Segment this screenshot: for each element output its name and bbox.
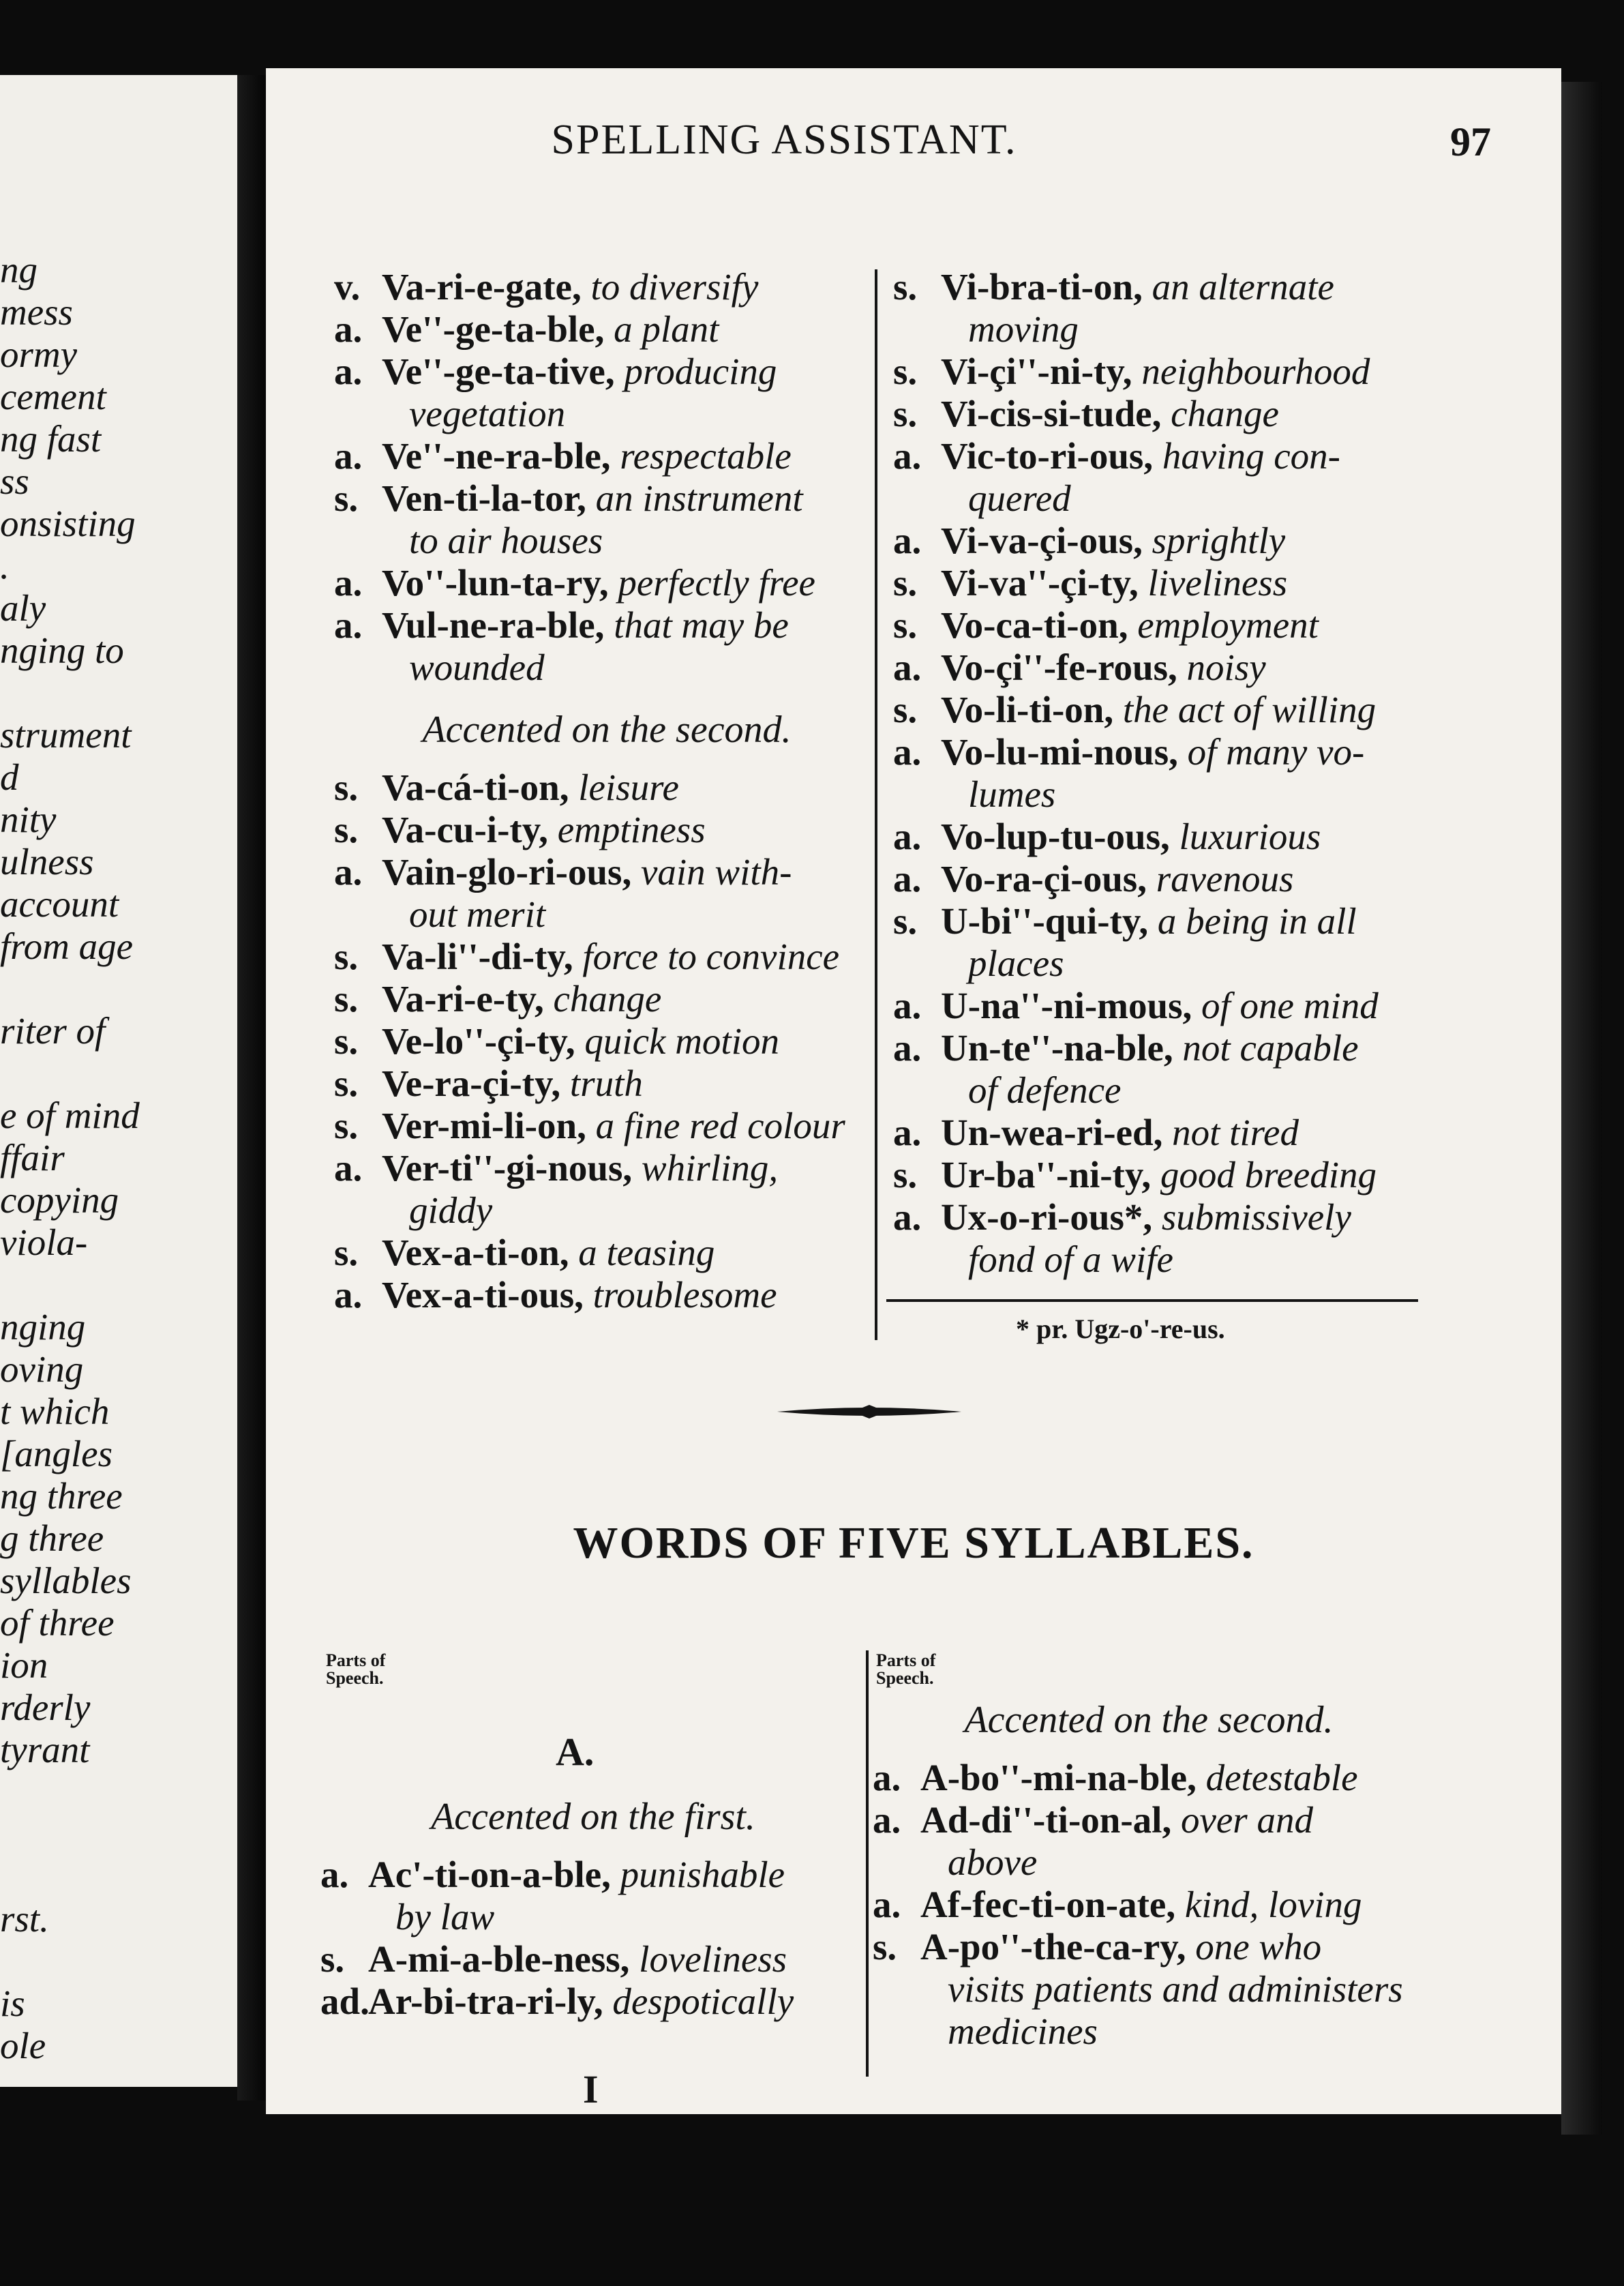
headword: Un-te''-na-ble,: [941, 1027, 1173, 1069]
left-page-line: ng three: [0, 1475, 123, 1517]
headword: Va-li''-di-ty,: [382, 936, 573, 977]
headword: A-bo''-mi-na-ble,: [920, 1757, 1197, 1798]
definition: detestable: [1205, 1757, 1358, 1798]
headword: Vo-lu-mi-nous,: [941, 731, 1178, 773]
dictionary-entry: [893, 731, 1432, 816]
left-page-line: is: [0, 1983, 25, 2024]
part-of-speech: s.: [320, 1938, 345, 1980]
parts-of-speech-label: Parts of Speech.: [876, 1650, 936, 1688]
headword: Vi-cis-si-tude,: [941, 393, 1162, 434]
dictionary-entry: [893, 900, 1432, 985]
left-page-line: ss: [0, 460, 29, 502]
subheading-accented-second: Accented on the second.: [422, 709, 792, 751]
left-page-line: g three: [0, 1517, 104, 1559]
left-page-line: .: [0, 545, 10, 587]
definition-continuation: fond of a wife: [968, 1238, 1173, 1280]
headword: Vi-bra-ti-on,: [941, 266, 1143, 308]
column-right-lower: [873, 1698, 1425, 2053]
headword: U-bi''-qui-ty,: [941, 900, 1149, 942]
left-page-line: cement: [0, 376, 106, 417]
signature-mark: I: [583, 2067, 599, 2111]
definition: vain with-: [640, 851, 792, 893]
part-of-speech: ad.: [320, 1980, 370, 2022]
part-of-speech: s.: [893, 1154, 918, 1196]
part-of-speech: s.: [334, 978, 359, 1020]
page-edge-shadow: [1561, 82, 1602, 2135]
definition-continuation: vegetation: [409, 393, 566, 434]
definition: troublesome: [592, 1274, 777, 1316]
left-page-line: from age: [0, 925, 134, 967]
dictionary-entry: [893, 520, 1432, 562]
left-page-line: ng: [0, 249, 37, 291]
dictionary-entry: [334, 351, 879, 435]
dictionary-entry: [873, 1799, 1425, 1884]
dictionary-entry: [334, 604, 879, 689]
dictionary-entry: [893, 393, 1432, 435]
book-gutter: [237, 75, 266, 2101]
dictionary-entry: [893, 351, 1432, 393]
dictionary-entry: [334, 936, 879, 978]
headword: Vi-çi''-ni-ty,: [941, 351, 1132, 392]
headword: A-po''-the-ca-ry,: [920, 1926, 1186, 1968]
headword: Ve''-ge-ta-ble,: [382, 308, 605, 350]
left-page-line: ng fast: [0, 418, 102, 460]
part-of-speech: s.: [873, 1926, 897, 1968]
left-page-line: rderly: [0, 1687, 91, 1728]
part-of-speech: s.: [334, 1063, 359, 1104]
entry-list-second: [334, 767, 879, 1316]
left-page-line: oving: [0, 1348, 84, 1390]
part-of-speech: a.: [893, 1112, 922, 1153]
headword: Vo-lup-tu-ous,: [941, 816, 1170, 857]
part-of-speech: a.: [873, 1884, 901, 1925]
part-of-speech: a.: [893, 435, 922, 477]
part-of-speech: a.: [893, 1027, 922, 1069]
part-of-speech: a.: [334, 562, 363, 604]
left-page-line: viola-: [0, 1221, 88, 1263]
part-of-speech: s.: [334, 1105, 359, 1146]
definition: the act of willing: [1122, 689, 1377, 730]
column-divider-upper: [875, 269, 877, 1340]
left-page-line: ulness: [0, 841, 94, 882]
dictionary-entry: [334, 266, 879, 308]
subheading-accented-second: Accented on the second.: [964, 1699, 1334, 1741]
left-page-line: strument: [0, 714, 132, 756]
headword: Ux-o-ri-ous*,: [941, 1196, 1153, 1238]
part-of-speech: a.: [893, 731, 922, 773]
definition-continuation: by law: [395, 1896, 495, 1938]
definition: one who: [1195, 1926, 1322, 1968]
definition: liveliness: [1147, 562, 1288, 604]
dictionary-entry: [320, 1980, 866, 2023]
definition: good breeding: [1160, 1154, 1377, 1196]
left-page-line: rst.: [0, 1898, 49, 1940]
definition-continuation: above: [948, 1841, 1038, 1883]
headword: Ver-mi-li-on,: [382, 1105, 586, 1146]
dictionary-entry: [334, 1147, 879, 1232]
footnote-rule: [886, 1299, 1418, 1302]
definition: that may be: [614, 604, 789, 646]
dictionary-entry: [873, 1884, 1425, 1926]
part-of-speech: s.: [893, 900, 918, 942]
definition: of one mind: [1201, 985, 1379, 1026]
left-page-line: nity: [0, 799, 57, 840]
headword: Ad-di''-ti-on-al,: [920, 1799, 1172, 1841]
definition: loveliness: [639, 1938, 787, 1980]
left-page-line: [angles: [0, 1433, 112, 1474]
part-of-speech: a.: [334, 1147, 363, 1189]
headword: U-na''-ni-mous,: [941, 985, 1192, 1026]
dictionary-entry: [893, 266, 1432, 351]
definition: to diversify: [590, 266, 759, 308]
part-of-speech: a.: [893, 520, 922, 561]
part-of-speech: s.: [334, 936, 359, 977]
dictionary-entry: [893, 858, 1432, 900]
dictionary-entry: [334, 562, 879, 604]
dictionary-entry: [334, 477, 879, 562]
part-of-speech: a.: [893, 985, 922, 1026]
definition-continuation: to air houses: [409, 520, 603, 561]
headword: Vo-ra-çi-ous,: [941, 858, 1147, 900]
definition: leisure: [578, 767, 679, 808]
definition: submissively: [1161, 1196, 1351, 1238]
parts-of-speech-label: Parts of Speech.: [326, 1650, 386, 1688]
part-of-speech: a.: [334, 308, 363, 350]
headword: Vic-to-ri-ous,: [941, 435, 1154, 477]
definition: a plant: [614, 308, 719, 350]
column-right-upper: [893, 266, 1432, 1281]
definition: truth: [569, 1063, 643, 1104]
part-of-speech: a.: [334, 435, 363, 477]
definition-continuation: visits patients and administers medicines: [948, 1968, 1403, 2052]
left-page-line: t which: [0, 1391, 110, 1432]
dictionary-entry: [334, 308, 879, 351]
dictionary-entry: [334, 1105, 879, 1147]
running-header: SPELLING ASSISTANT.: [551, 117, 1017, 163]
part-of-speech: a.: [893, 647, 922, 688]
headword: Vo-ca-ti-on,: [941, 604, 1128, 646]
definition: sprightly: [1152, 520, 1286, 561]
dictionary-entry: [320, 1938, 866, 1980]
definition-continuation: lumes: [968, 773, 1056, 815]
headword: Af-fec-ti-on-ate,: [920, 1884, 1176, 1925]
part-of-speech: a.: [893, 858, 922, 900]
definition-continuation: of defence: [968, 1069, 1122, 1111]
part-of-speech: s.: [893, 393, 918, 434]
headword: Vo''-lun-ta-ry,: [382, 562, 609, 604]
headword: Vo-çi''-fe-rous,: [941, 647, 1177, 688]
part-of-speech: s.: [893, 266, 918, 308]
headword: Va-ri-e-ty,: [382, 978, 544, 1020]
entry-list-right: [893, 266, 1432, 1281]
definition: employment: [1137, 604, 1319, 646]
definition: neighbourhood: [1141, 351, 1370, 392]
dictionary-entry: [334, 1063, 879, 1105]
left-page-line: tyrant: [0, 1729, 90, 1770]
left-page-line: account: [0, 883, 119, 925]
dictionary-entry: [334, 435, 879, 477]
headword: A-mi-a-ble-ness,: [368, 1938, 630, 1980]
headword: Ar-bi-tra-ri-ly,: [368, 1980, 603, 2022]
left-page-line: ormy: [0, 333, 78, 375]
left-page-line: mess: [0, 291, 73, 333]
definition-continuation: out merit: [409, 893, 546, 935]
column-left-lower: [320, 1795, 866, 2023]
definition: force to convince: [582, 936, 840, 977]
part-of-speech: a.: [320, 1854, 349, 1895]
headword: Va-cá-ti-on,: [382, 767, 569, 808]
definition: producing: [624, 351, 777, 392]
headword: Ve''-ne-ra-ble,: [382, 435, 611, 477]
headword: Vain-glo-ri-ous,: [382, 851, 632, 893]
dictionary-entry: [893, 1154, 1432, 1196]
definition: despotically: [612, 1980, 794, 2022]
definition: perfectly free: [618, 562, 815, 604]
left-page-line: nging to: [0, 629, 124, 671]
left-page-line: of three: [0, 1602, 115, 1644]
left-page-line: ole: [0, 2025, 46, 2066]
left-page-line: d: [0, 756, 19, 798]
headword: Ven-ti-la-tor,: [382, 477, 586, 519]
headword: Vi-va-çi-ous,: [941, 520, 1143, 561]
left-page-line: onsisting: [0, 503, 136, 544]
headword: Ver-ti''-gi-nous,: [382, 1147, 633, 1189]
definition-continuation: places: [968, 942, 1064, 984]
headword: Va-ri-e-gate,: [382, 266, 582, 308]
definition-continuation: quered: [968, 477, 1071, 519]
left-page-line: aly: [0, 587, 46, 629]
entry-list-first: [334, 266, 879, 689]
headword: Ve-lo''-çi-ty,: [382, 1020, 575, 1062]
dictionary-entry: [873, 1757, 1425, 1799]
definition: a teasing: [578, 1232, 715, 1273]
dictionary-entry: [893, 435, 1432, 520]
dictionary-entry: [334, 767, 879, 809]
headword: Ve-ra-çi-ty,: [382, 1063, 561, 1104]
definition: noisy: [1186, 647, 1266, 688]
definition: a being in all: [1157, 900, 1357, 942]
dictionary-entry: [893, 604, 1432, 647]
column-divider-lower: [866, 1650, 869, 2077]
dictionary-entry: [893, 1112, 1432, 1154]
definition: of many vo-: [1187, 731, 1365, 773]
definition: quick motion: [584, 1020, 779, 1062]
left-page-line: copying: [0, 1179, 119, 1221]
left-page-line: riter of: [0, 1010, 106, 1052]
part-of-speech: s.: [893, 689, 918, 730]
part-of-speech: s.: [893, 604, 918, 646]
definition: an alternate: [1152, 266, 1334, 308]
part-of-speech: a.: [893, 1196, 922, 1238]
page-number: 97: [1450, 119, 1491, 164]
dictionary-entry: [320, 1854, 866, 1938]
part-of-speech: a.: [873, 1799, 901, 1841]
part-of-speech: s.: [893, 562, 918, 604]
dictionary-entry: [893, 985, 1432, 1027]
headword: Ac'-ti-on-a-ble,: [368, 1854, 611, 1895]
definition-continuation: wounded: [409, 647, 545, 688]
letter-heading: A.: [556, 1730, 595, 1774]
dictionary-entry: [334, 1274, 879, 1316]
part-of-speech: a.: [334, 351, 363, 392]
part-of-speech: a.: [334, 604, 363, 646]
ornament-divider: [777, 1398, 961, 1425]
definition: ravenous: [1156, 858, 1294, 900]
left-page-line: ion: [0, 1644, 48, 1686]
dictionary-entry: [893, 689, 1432, 731]
headword: Un-wea-ri-ed,: [941, 1112, 1163, 1153]
column-left-upper: [334, 266, 879, 1316]
footnote: * pr. Ugz-o'-re-us.: [1016, 1313, 1225, 1344]
part-of-speech: v.: [334, 266, 361, 308]
definition: an instrument: [595, 477, 803, 519]
definition: change: [553, 978, 662, 1020]
part-of-speech: s.: [334, 1020, 359, 1062]
headword: Vex-a-ti-ous,: [382, 1274, 584, 1316]
part-of-speech: a.: [893, 816, 922, 857]
left-page: [0, 75, 237, 2087]
definition: luxurious: [1179, 816, 1321, 857]
dictionary-entry: [893, 1027, 1432, 1112]
entry-list-lower-left: [320, 1854, 866, 2023]
section-title: WORDS OF FIVE SYLLABLES.: [573, 1518, 1254, 1568]
definition: not tired: [1172, 1112, 1299, 1153]
definition: not capable: [1182, 1027, 1359, 1069]
headword: Vul-ne-ra-ble,: [382, 604, 605, 646]
left-page-line: nging: [0, 1306, 86, 1348]
headword: Vi-va''-çi-ty,: [941, 562, 1139, 604]
definition: over and: [1180, 1799, 1313, 1841]
left-page-line: ffair: [0, 1137, 65, 1178]
subheading-accented-first: Accented on the first.: [431, 1796, 755, 1838]
dictionary-entry: [893, 562, 1432, 604]
dictionary-entry: [334, 978, 879, 1020]
definition-continuation: moving: [968, 308, 1079, 350]
headword: Vex-a-ti-on,: [382, 1232, 569, 1273]
dictionary-entry: [334, 851, 879, 936]
definition: punishable: [620, 1854, 785, 1895]
headword: Va-cu-i-ty,: [382, 809, 548, 850]
part-of-speech: s.: [334, 809, 359, 850]
definition: emptiness: [557, 809, 706, 850]
headword: Ur-ba''-ni-ty,: [941, 1154, 1152, 1196]
headword: Vo-li-ti-on,: [941, 689, 1114, 730]
headword: Ve''-ge-ta-tive,: [382, 351, 615, 392]
dictionary-entry: [893, 816, 1432, 858]
definition: change: [1171, 393, 1279, 434]
dictionary-entry: [334, 1020, 879, 1063]
left-page-line: syllables: [0, 1560, 132, 1601]
part-of-speech: a.: [873, 1757, 901, 1798]
definition: kind, loving: [1184, 1884, 1362, 1925]
definition: respectable: [620, 435, 792, 477]
entry-list-lower-right: [873, 1757, 1425, 2053]
definition: a fine red colour: [595, 1105, 845, 1146]
dictionary-entry: [873, 1926, 1425, 2053]
dictionary-entry: [334, 1232, 879, 1274]
part-of-speech: s.: [893, 351, 918, 392]
left-page-line: e of mind: [0, 1095, 140, 1136]
part-of-speech: a.: [334, 1274, 363, 1316]
dictionary-entry: [893, 647, 1432, 689]
part-of-speech: a.: [334, 851, 363, 893]
definition: whirling,: [641, 1147, 779, 1189]
definition-continuation: giddy: [409, 1189, 493, 1231]
definition: having con-: [1162, 435, 1340, 477]
dictionary-entry: [893, 1196, 1432, 1281]
part-of-speech: s.: [334, 767, 359, 808]
part-of-speech: s.: [334, 477, 359, 519]
part-of-speech: s.: [334, 1232, 359, 1273]
dictionary-entry: [334, 809, 879, 851]
